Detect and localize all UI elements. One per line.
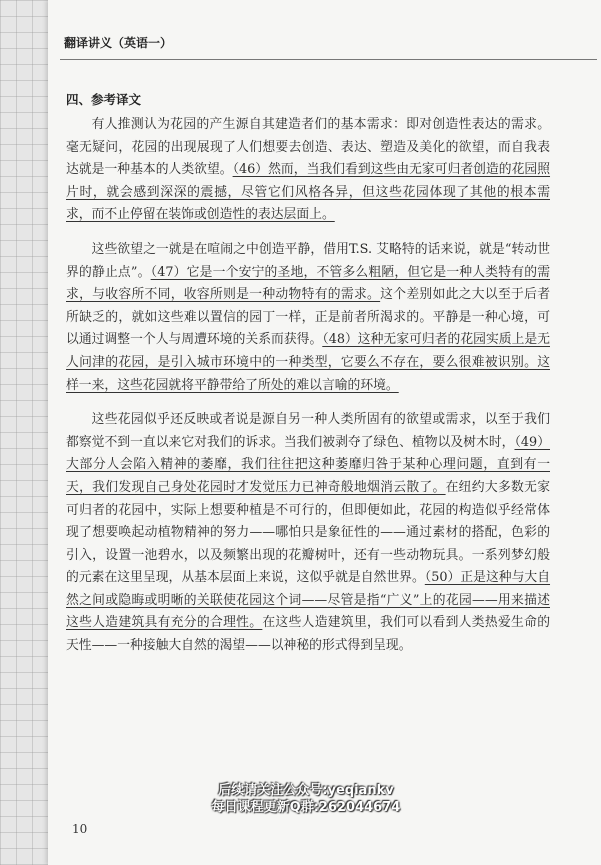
paragraph-3	[66, 409, 550, 658]
watermark-line-1: 后续请关注公众号:yeqiankv	[218, 783, 394, 798]
text-segment: 在这些人造建筑里，我们可以看到人类热爱生命的天性——一种接触大自然的渴望——以神秘的形式得到呈现。	[66, 615, 551, 654]
underlined-sentence-50: （50）正是这种与大自然之间或隐晦或明晰的关联使花园这个词——尽管是指“广义”上的花园——用来描述这些人造建筑具有充分的合理性。	[66, 570, 551, 631]
text-segment: 这个差别如此之大以至于后者所缺乏的，就如这些难以置信的园丁一样，正是前者所渴求的。平静是一种心境，可以通过调整一个人与周遭环境的关系而获得。	[66, 287, 551, 348]
underlined-sentence-48: （48）这种无家可归者的花园实质上是无人问津的花园，是引入城市环境中的一种类型，它要么不存在，要么很难被识别。这样一来，这些花园就将平静带给了所处的难以言喻的环境。	[66, 332, 550, 393]
underlined-sentence-47: （47）它是一个安宁的圣地，不管多么粗陋，但它是一种人类特有的需求，与收容所不同，收容所则是一种动物特有的需求。	[66, 264, 550, 303]
paragraph-1	[66, 114, 550, 227]
section-heading: 四、参考译文	[66, 92, 142, 107]
translation-body	[66, 114, 550, 670]
underlined-sentence-49: （49）大部分人会陷入精神的萎靡，我们往往把这种萎靡归咎于某种心理问题，直到有一天，我们发现自己身处花园时才发觉压力已神奇般地烟消云散了。	[66, 434, 550, 495]
text-segment: 有人推测认为花园的产生源自其建造者们的基本需求：即对创造性表达的需求。毫无疑问，花园的出现展现了人们想要去创造、表达、塑造及美化的欲望，而自我表达就是一种基本的人类欲望。	[66, 117, 550, 178]
running-header-title: 翻译讲义（英语一）	[64, 36, 173, 50]
text-segment: 这些欲望之一就是在喧闹之中创造平静，借用T.S. 艾略特的话来说，就是“转动世界的静止点”。	[66, 241, 550, 280]
header-divider	[60, 59, 597, 60]
paragraph-2	[66, 239, 550, 397]
text-segment: 在纽约大多数无家可归者的花园中，实际上想要种植是不可行的，但即便如此，花园的构造似乎经常体现了想要唤起动植物精神的努力——哪怕只是象征性的——通过素材的搭配，色彩的引入，设置一池碧水，以及频繁出现的花瓣树叶，还有一些动物玩具。一系列梦幻般的元素在这里呈现，从基本层面上来说，这似乎就是自然世界。	[66, 479, 551, 586]
watermark-line-2: 每日课程更新Q群:262044674	[211, 800, 401, 815]
page-number: 10	[72, 822, 88, 836]
underlined-sentence-46: （46）然而，当我们看到这些由无家可归者创造的花园照片时，就会感到深深的震撼，尽管它们风格各异，但这些花园体现了其他的根本需求，而不止停留在装饰或创造性的表达层面上。	[66, 162, 551, 223]
text-segment: 这些花园似乎还反映或者说是源自另一种人类所固有的欲望或需求，以至于我们都察觉不到一直以来它对我们的诉求。当我们被剥夺了绿色、植物以及树木时，	[66, 412, 550, 450]
watermark-overlay	[196, 782, 416, 816]
